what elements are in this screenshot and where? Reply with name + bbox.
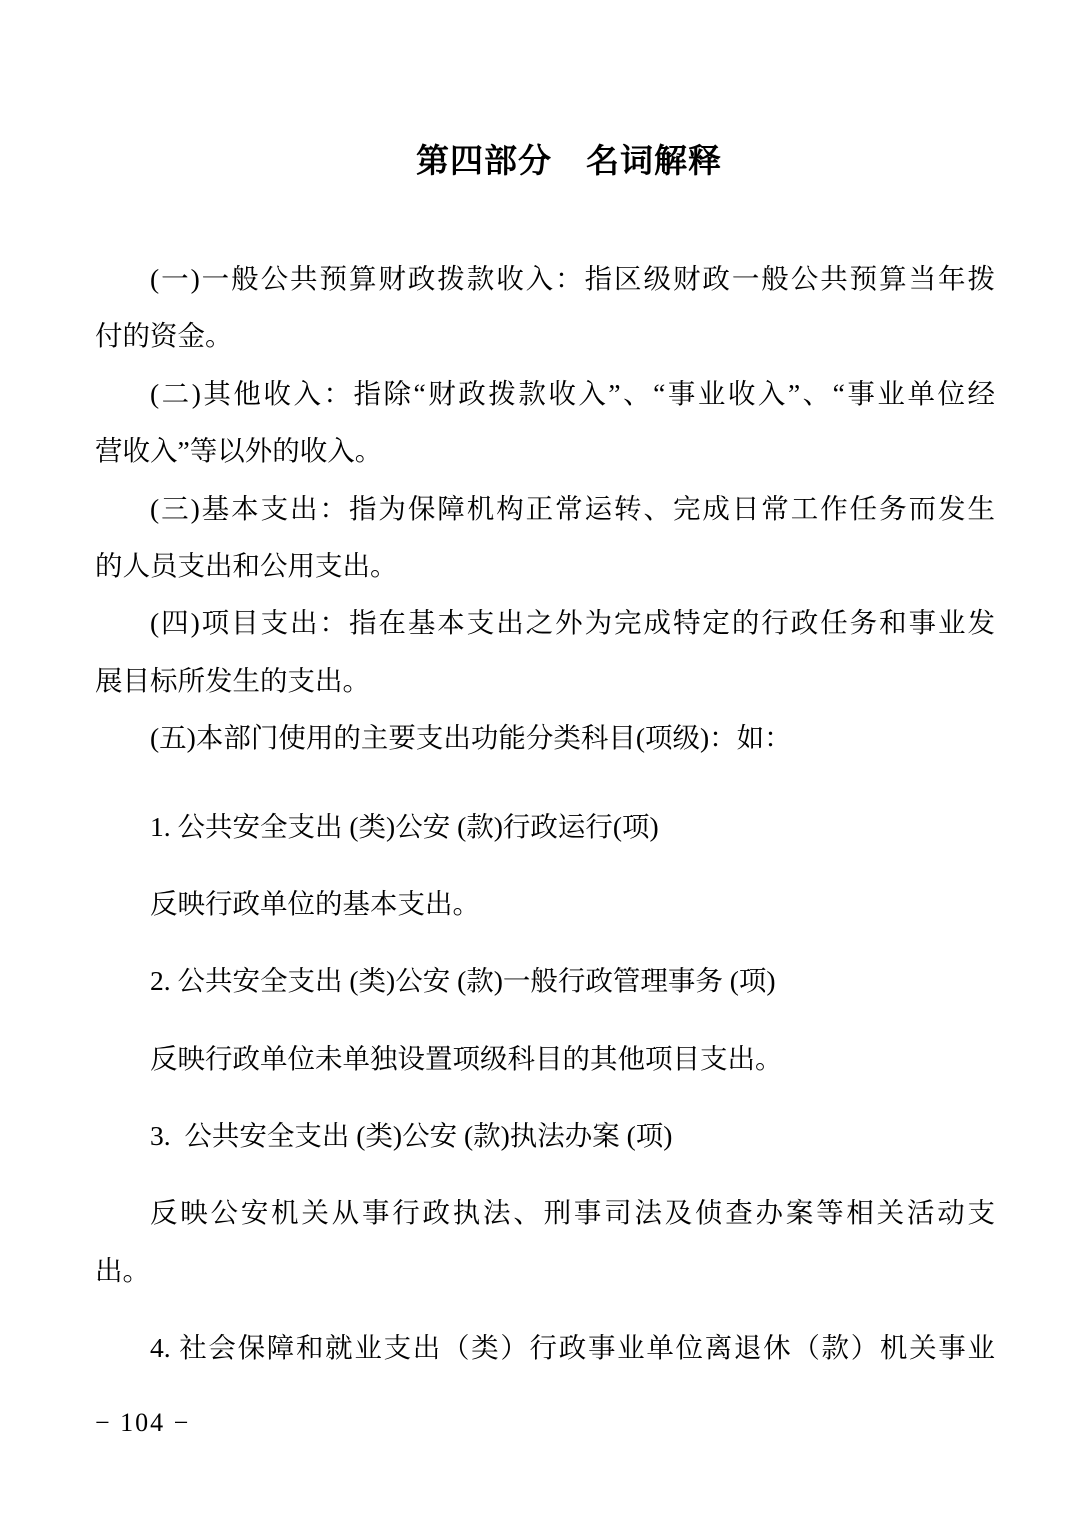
paragraph [95, 952, 995, 1009]
text-line: 营收入”等以外的收入。 [95, 435, 383, 467]
paragraph [95, 1107, 995, 1164]
paragraph [95, 480, 995, 595]
page-number: − 104 − [95, 1408, 191, 1437]
text-line: (五)本部门使用的主要支出功能分类科目(项级)：如： [150, 722, 792, 754]
text-line: (三)基本支出：指为保障机构正常运转、完成日常工作任务而发生 [150, 492, 995, 524]
document-body [95, 250, 995, 1377]
paragraph [95, 594, 995, 709]
text-line: (二)其他收入：指除“财政拨款收入”、“事业收入”、“事业单位经 [150, 377, 995, 409]
paragraph [95, 709, 995, 766]
paragraph [95, 365, 995, 480]
text-line: 出。 [95, 1254, 150, 1286]
page-title: 第四部分 名词解释 [416, 144, 722, 180]
text-line: 的人员支出和公用支出。 [95, 549, 398, 581]
text-line: 反映行政单位的基本支出。 [150, 887, 480, 919]
paragraph [95, 798, 995, 855]
text-line: 3. 公共安全支出 (类)公安 (款)执法办案 (项) [150, 1120, 673, 1152]
text-line: (四)项目支出：指在基本支出之外为完成特定的行政任务和事业发 [150, 607, 995, 639]
text-line: 付的资金。 [95, 320, 233, 352]
text-line: 展目标所发生的支出。 [95, 664, 370, 696]
paragraph [95, 875, 995, 932]
paragraph [95, 1319, 995, 1376]
paragraph [95, 250, 995, 365]
paragraph [95, 1030, 995, 1087]
text-line: 反映公安机关从事行政执法、刑事司法及侦查办案等相关活动支 [150, 1197, 995, 1229]
text-line: (一)一般公共预算财政拨款收入：指区级财政一般公共预算当年拨 [150, 263, 995, 294]
paragraph [95, 1184, 995, 1299]
text-line: 2. 公共安全支出 (类)公安 (款)一般行政管理事务 (项) [150, 965, 776, 997]
text-line: 1. 公共安全支出 (类)公安 (款)行政运行(项) [150, 810, 659, 842]
text-line: 反映行政单位未单独设置项级科目的其他项目支出。 [150, 1042, 783, 1074]
text-line: 4. 社会保障和就业支出（类）行政事业单位离退休（款）机关事业 [150, 1332, 995, 1364]
